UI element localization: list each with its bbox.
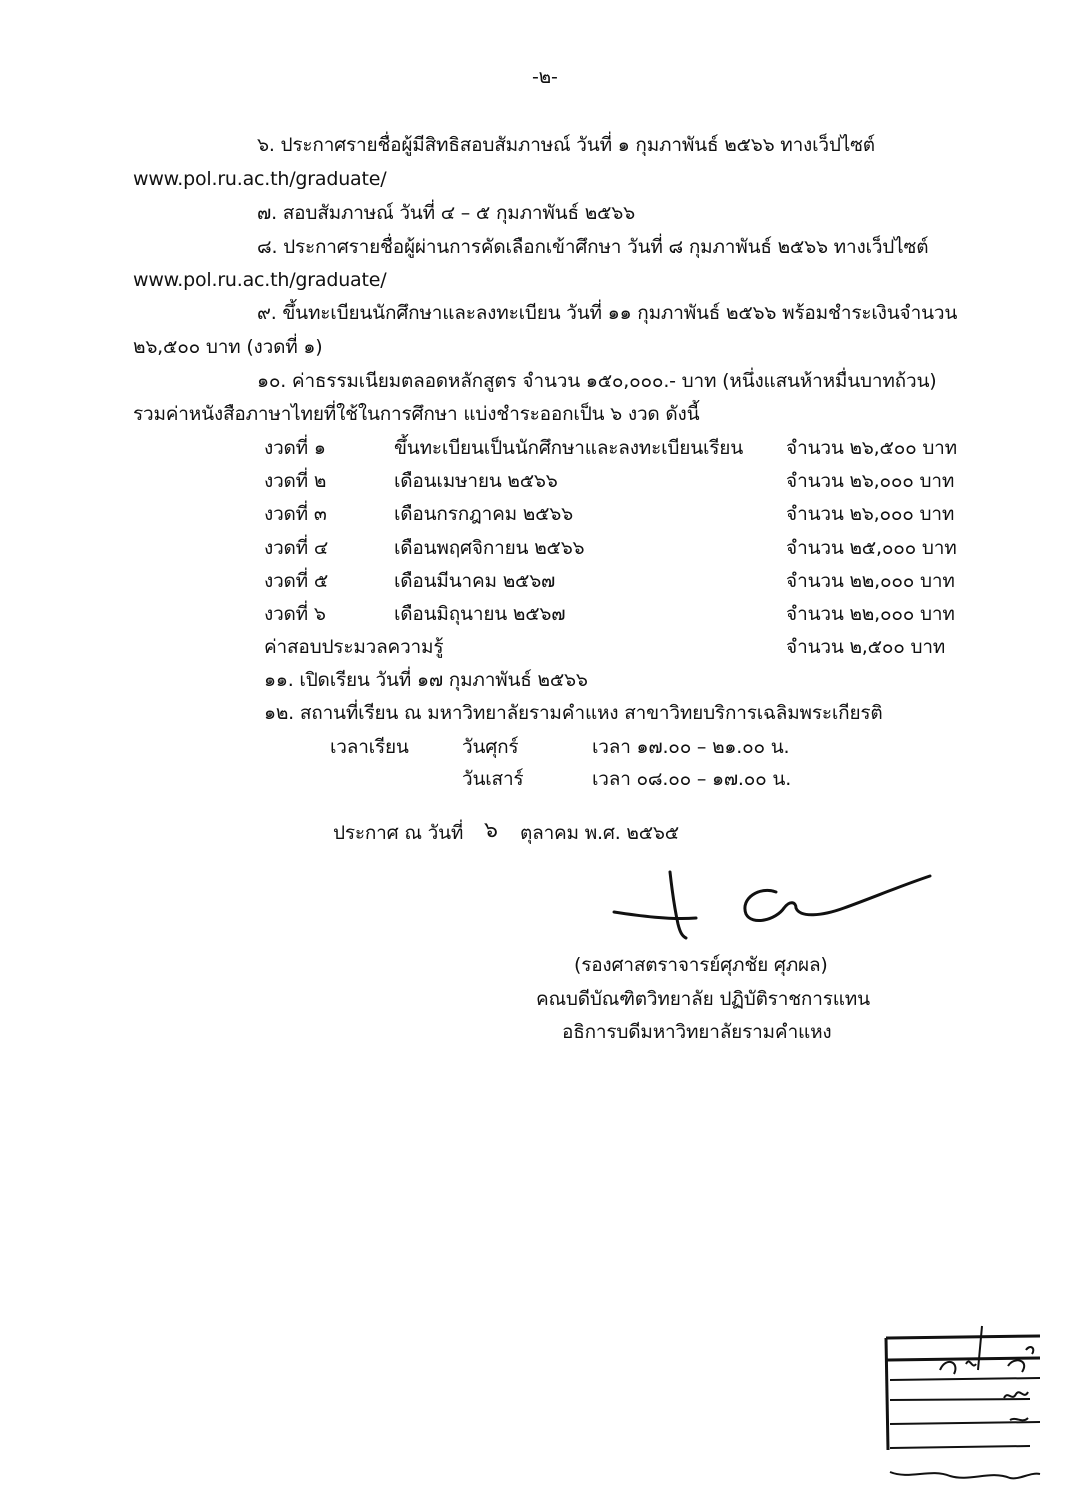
installment-label: งวดที่ ๔ — [264, 537, 329, 559]
item-9-line-2: ๒๖,๕๐๐ บาท (งวดที่ ๑) — [133, 336, 323, 358]
signature-image — [600, 862, 940, 942]
installment-amount: จำนวน ๒๖,๐๐๐ บาท — [786, 470, 955, 492]
schedule-time: เวลา ๑๗.๐๐ – ๒๑.๐๐ น. — [592, 736, 790, 758]
installment-label: งวดที่ ๓ — [264, 503, 327, 525]
item-11: ๑๑. เปิดเรียน วันที่ ๑๗ กุมภาพันธ์ ๒๕๖๖ — [264, 669, 588, 691]
installment-label: งวดที่ ๒ — [264, 470, 327, 492]
installment-amount: จำนวน ๒๕,๐๐๐ บาท — [786, 537, 957, 559]
installment-desc: เดือนพฤศจิกายน ๒๕๖๖ — [394, 537, 585, 559]
item-10-line-2: รวมค่าหนังสือภาษาไทยที่ใช้ในการศึกษา แบ่งชำระออกเป็น ๖ งวด ดังนี้ — [133, 403, 700, 425]
announce-prefix: ประกาศ ณ วันที่ — [333, 822, 464, 844]
installment-desc: เดือนมีนาคม ๒๕๖๗ — [394, 570, 556, 592]
installment-desc: เดือนมิถุนายน ๒๕๖๗ — [394, 603, 566, 625]
item-8-url: www.pol.ru.ac.th/graduate/ — [133, 269, 387, 291]
schedule-label: เวลาเรียน — [330, 736, 409, 758]
item-12: ๑๒. สถานที่เรียน ณ มหาวิทยาลัยรามคำแหง สาขาวิทยบริการเฉลิมพระเกียรติ — [264, 702, 883, 724]
schedule-day: วันเสาร์ — [462, 768, 524, 790]
installment-amount: จำนวน ๒๒,๐๐๐ บาท — [786, 570, 955, 592]
installment-desc: ขึ้นทะเบียนเป็นนักศึกษาและลงทะเบียนเรียน — [394, 437, 744, 459]
signatory-position-1: คณบดีบัณฑิตวิทยาลัย ปฏิบัติราชการแทน — [536, 988, 870, 1010]
installment-label: งวดที่ ๑ — [264, 437, 326, 459]
item-10-line-1: ๑๐. ค่าธรรมเนียมตลอดหลักสูตร จำนวน ๑๕๐,๐๐๐.- บาท (หนึ่งแสนห้าหมื่นบาทถ้วน) — [257, 370, 937, 392]
schedule-day: วันศุกร์ — [462, 736, 519, 758]
installment-desc: เดือนเมษายน ๒๕๖๖ — [394, 470, 558, 492]
installment-amount: จำนวน ๒๖,๕๐๐ บาท — [786, 437, 957, 459]
initials-stamp-image — [880, 1320, 1060, 1500]
signatory-position-2: อธิการบดีมหาวิทยาลัยรามคำแหง — [562, 1021, 832, 1043]
item-8-line-1: ๘. ประกาศรายชื่อผู้ผ่านการคัดเลือกเข้าศึกษา วันที่ ๘ กุมภาพันธ์ ๒๕๖๖ ทางเว็ปไซต์ — [257, 236, 929, 258]
signatory-name: (รองศาสตราจารย์ศุภชัย ศุภผล) — [574, 954, 828, 976]
page-number: -๒- — [532, 66, 558, 88]
exam-fee-label: ค่าสอบประมวลความรู้ — [264, 636, 444, 658]
installment-amount: จำนวน ๒๖,๐๐๐ บาท — [786, 503, 955, 525]
installment-amount: จำนวน ๒๒,๐๐๐ บาท — [786, 603, 955, 625]
installment-label: งวดที่ ๖ — [264, 603, 326, 625]
item-9-line-1: ๙. ขึ้นทะเบียนนักศึกษาและลงทะเบียน วันที่ ๑๑ กุมภาพันธ์ ๒๕๖๖ พร้อมชำระเงินจำนวน — [257, 302, 958, 324]
announce-day: ๖ — [484, 818, 498, 843]
item-7: ๗. สอบสัมภาษณ์ วันที่ ๔ – ๕ กุมภาพันธ์ ๒๕๖๖ — [257, 202, 635, 224]
exam-fee-amount: จำนวน ๒,๕๐๐ บาท — [786, 636, 946, 658]
announce-suffix: ตุลาคม พ.ศ. ๒๕๖๕ — [520, 822, 679, 844]
installment-label: งวดที่ ๕ — [264, 570, 329, 592]
item-6-url: www.pol.ru.ac.th/graduate/ — [133, 168, 387, 190]
schedule-time: เวลา ๐๘.๐๐ – ๑๗.๐๐ น. — [592, 768, 792, 790]
installment-desc: เดือนกรกฎาคม ๒๕๖๖ — [394, 503, 573, 525]
item-6-line-1: ๖. ประกาศรายชื่อผู้มีสิทธิสอบสัมภาษณ์ วันที่ ๑ กุมภาพันธ์ ๒๕๖๖ ทางเว็ปไซต์ — [257, 134, 875, 156]
